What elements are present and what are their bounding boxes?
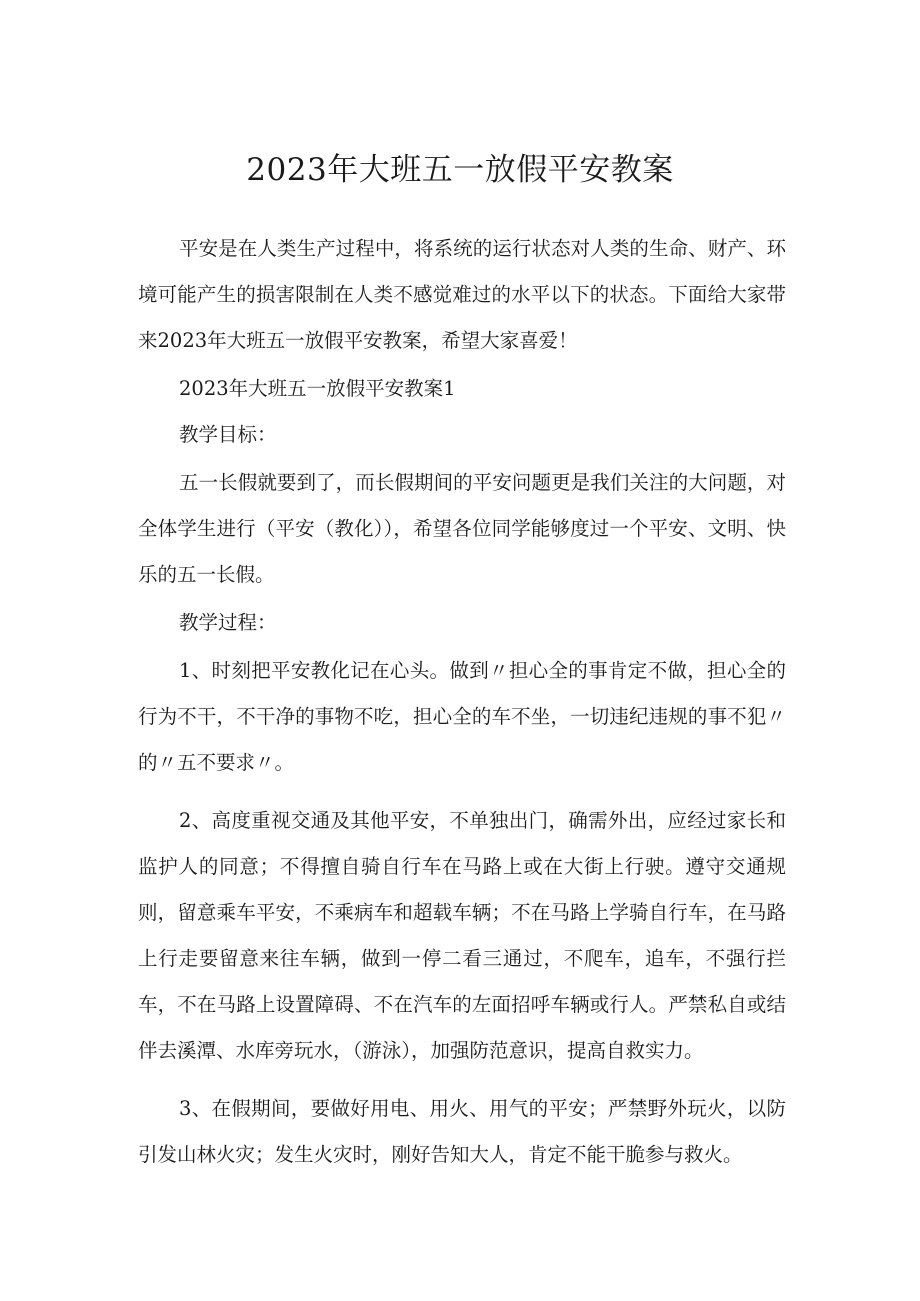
process-heading: 教学过程：: [179, 611, 277, 634]
intro-paragraph: 平安是在人类生产过程中，将系统的运行状态对人类的生命、财产、环境可能产生的损害限制在人类不感觉难过的水平以下的状态。下面给大家带来2023年大班五一放假平安教案，希望大家喜爱！: [138, 237, 786, 352]
document-title: 2023年大班五一放假平安教案: [246, 152, 674, 188]
process-item-2: 2、高度重视交通及其他平安，不单独出门，确需外出，应经过家长和监护人的同意；不得擅自骑自行车在马路上或在大街上行驶。遵守交通规则，留意乘车平安，不乘病车和超载车辆；不在马路上学骑自行车，在马路上行走要留意来往车辆，做到一停二看三通过，不爬车，追车，不强行拦车，不在马路上设置障碍、不在汽车的左面招呼车辆或行人。严禁私自或结伴去溪潭、水库旁玩水，（游泳），加强防范意识，提高自救实力。: [138, 809, 786, 1062]
objectives-paragraph: 五一长假就要到了，而长假期间的平安问题更是我们关注的大问题，对全体学生进行（平安（教化）），希望各位同学能够度过一个平安、文明、快乐的五一长假。: [138, 471, 786, 586]
document-body: [138, 226, 786, 1178]
objectives-heading: 教学目标：: [179, 423, 277, 446]
section-heading: 2023年大班五一放假平安教案1: [179, 377, 456, 400]
process-item-3: 3、在假期间，要做好用电、用火、用气的平安；严禁野外玩火，以防引发山林火灾；发生火灾时，刚好告知大人，肯定不能干脆参与救火。: [138, 1097, 786, 1166]
process-item-1: 1、时刻把平安教化记在心头。做到〃担心全的事肯定不做，担心全的行为不干，不干净的事物不吃，担心全的车不坐，一切违纪违规的事不犯〃的〃五不要求〃。: [138, 659, 786, 774]
